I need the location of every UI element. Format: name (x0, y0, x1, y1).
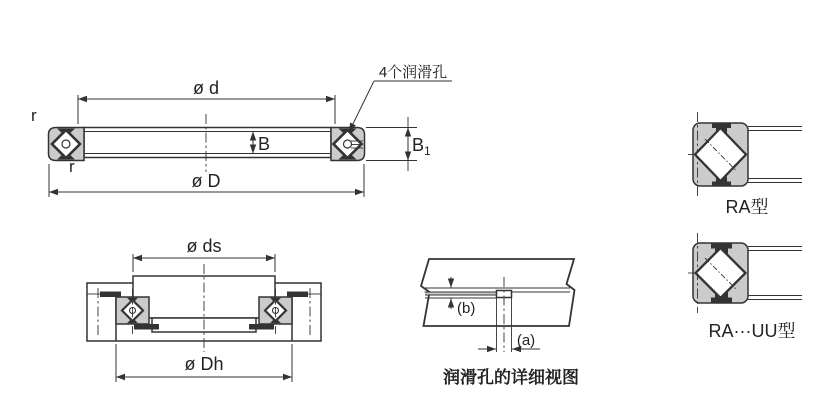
outer-width-label: B (412, 135, 425, 155)
type-figure-ra-uu (688, 233, 802, 341)
detail-caption: 润滑孔的详细视图 (443, 368, 579, 387)
shaft-clamp-lip (134, 324, 159, 330)
lube-holes-callout (349, 63, 452, 132)
dim-outer-diameter (49, 164, 364, 197)
lube-note-leader (349, 81, 374, 132)
housing-clamp-lip (100, 292, 121, 298)
lube-hole-detail-view (421, 259, 579, 387)
dim-inner-diameter (78, 78, 335, 124)
type-figure-ra (688, 112, 802, 217)
retainer-mark (712, 124, 731, 129)
dim-hole-width (478, 332, 540, 349)
inner-width-label: B (258, 134, 271, 154)
housing-clamp-lip (287, 292, 308, 298)
dim-housing-bore-diameter (116, 344, 292, 382)
type-label-ra-uu: RA···UU型 (708, 321, 796, 341)
front-section-view (31, 63, 452, 197)
groove-depth-label: (b) (457, 300, 476, 317)
housing-bore-diameter-label: ø Dh (184, 354, 224, 374)
fillet-r-label-top: r (31, 106, 37, 125)
lube-note-label: 4个润滑孔 (378, 64, 448, 81)
dim-width-B1 (366, 117, 431, 171)
inner-diameter-label: ø d (192, 78, 220, 98)
fillet-r-label-bottom: r (69, 157, 75, 176)
shaft-seat-diameter-label: ø ds (186, 236, 222, 256)
retainer-mark (712, 182, 731, 187)
outer-diameter-label: ø D (191, 171, 221, 191)
type-label-ra: RA型 (725, 197, 769, 217)
roller-end-circle (62, 140, 70, 148)
mounting-example-view (87, 236, 321, 382)
shaft-clamp-lip (249, 324, 274, 330)
roller-end-circle (344, 140, 352, 148)
hole-width-label: (a) (516, 332, 536, 349)
outer-width-label-subscript: 1 (424, 144, 431, 158)
